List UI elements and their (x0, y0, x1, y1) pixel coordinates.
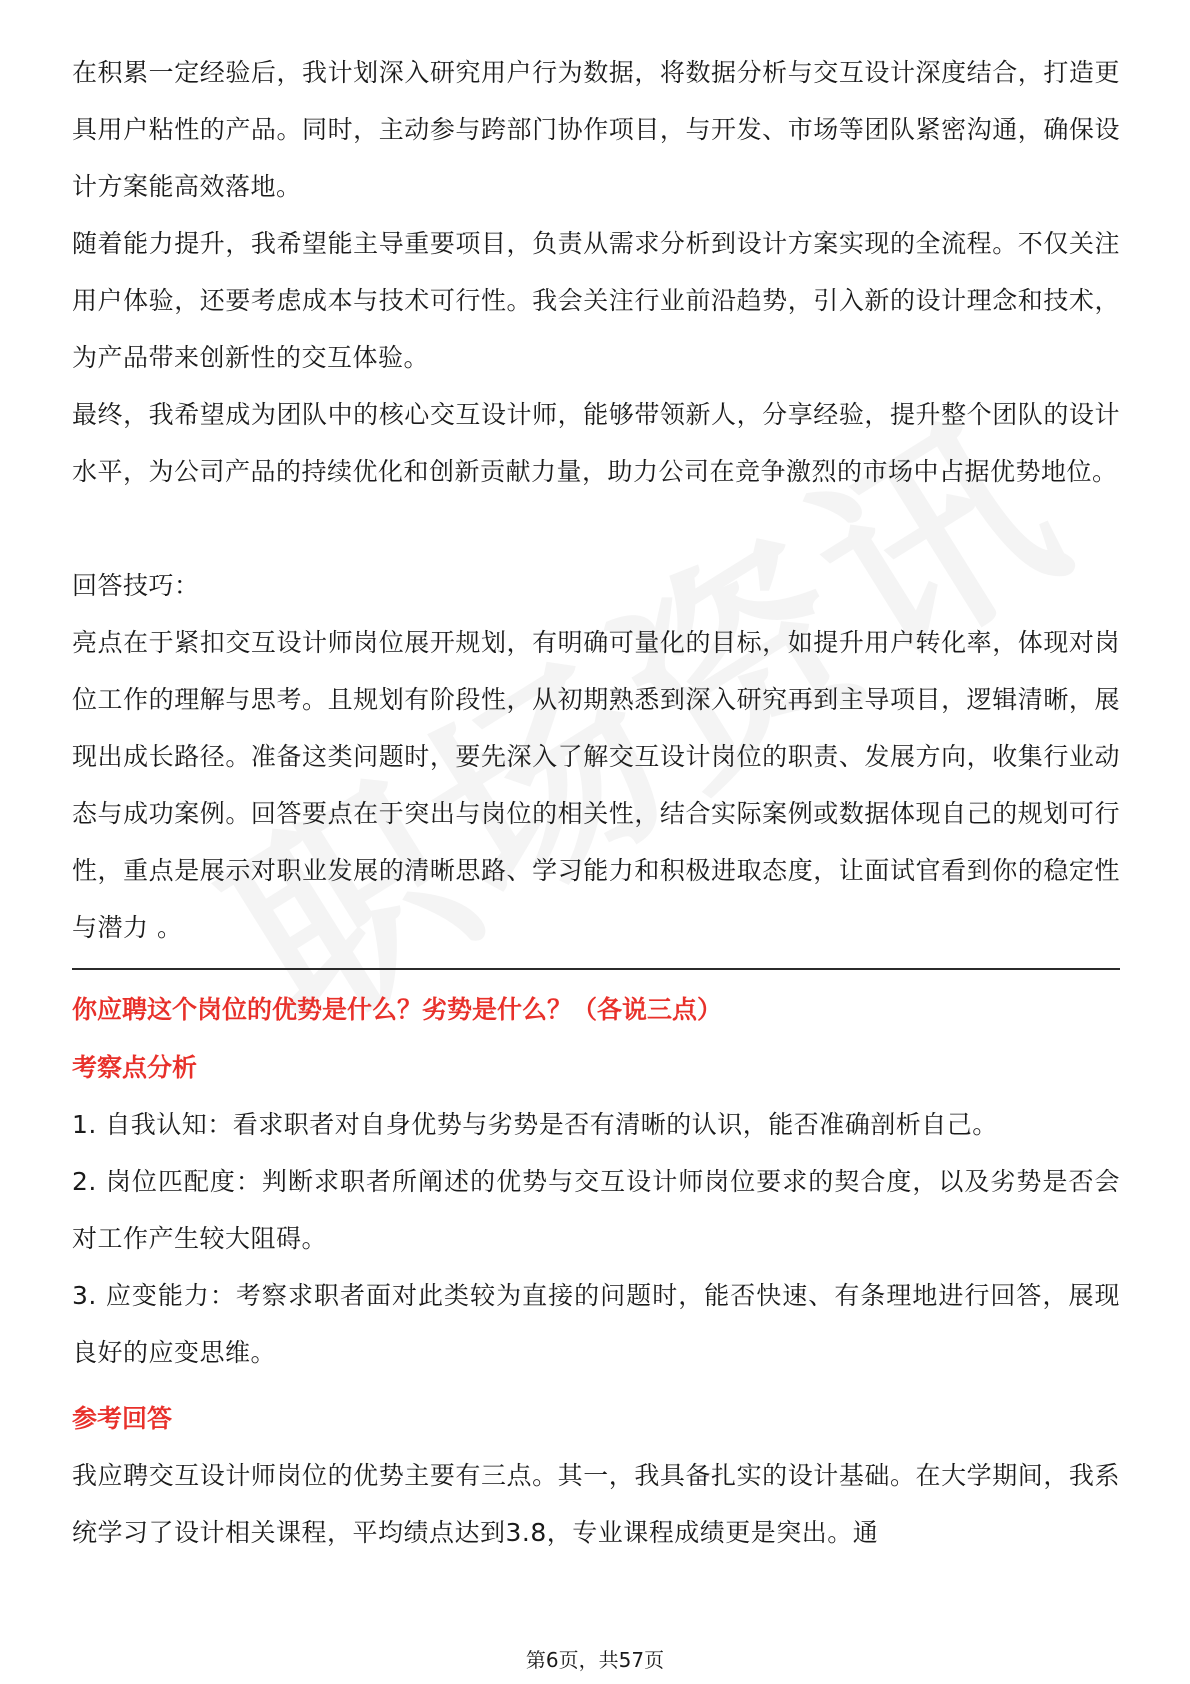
page-number: 第6页，共57页 (525, 1648, 665, 1672)
section-divider (72, 968, 1120, 970)
spacer (72, 500, 1120, 557)
tips-label: 回答技巧： (72, 571, 200, 600)
reference-heading: 参考回答 (72, 1404, 173, 1433)
analysis-heading: 考察点分析 (72, 1053, 198, 1082)
paragraph-plan-stage-3: 随着能力提升，我希望能主导重要项目，负责从需求分析到设计方案实现的全流程。不仅关注用户体验，还要考虑成本与技术可行性。我会关注行业前沿趋势，引入新的设计理念和技术，为产品带来创新性的交互体验。 (72, 229, 1120, 372)
page-content (72, 44, 1120, 1561)
tips-text: 亮点在于紧扣交互设计师岗位展开规划，有明确可量化的目标，如提升用户转化率，体现对岗位工作的理解与思考。且规划有阶段性，从初期熟悉到深入研究再到主导项目，逻辑清晰，展现出成长路径。准备这类问题时，要先深入了解交互设计岗位的职责、发展方向，收集行业动态与成功案例。回答要点在于突出与岗位的相关性，结合实际案例或数据体现自己的规划可行性，重点是展示对职业发展的清晰思路、学习能力和积极进取态度，让面试官看到你的稳定性与潜力 。 (72, 628, 1120, 942)
paragraph-plan-stage-4: 最终，我希望成为团队中的核心交互设计师，能够带领新人，分享经验，提升整个团队的设计水平，为公司产品的持续优化和创新贡献力量，助力公司在竞争激烈的市场中占据优势地位。 (72, 400, 1120, 486)
analysis-item: 2. 岗位匹配度：判断求职者所阐述的优势与交互设计师岗位要求的契合度，以及劣势是否会对工作产生较大阻碍。 (72, 1167, 1120, 1253)
paragraph-plan-stage-2: 在积累一定经验后，我计划深入研究用户行为数据，将数据分析与交互设计深度结合，打造更具用户粘性的产品。同时，主动参与跨部门协作项目，与开发、市场等团队紧密沟通，确保设计方案能高效落地。 (72, 58, 1120, 201)
analysis-item: 3. 应变能力：考察求职者面对此类较为直接的问题时，能否快速、有条理地进行回答，展现良好的应变思维。 (72, 1281, 1120, 1367)
analysis-item: 1. 自我认知：看求职者对自身优势与劣势是否有清晰的认识，能否准确剖析自己。 (72, 1110, 998, 1139)
question-title: 你应聘这个岗位的优势是什么？劣势是什么？（各说三点） (72, 995, 723, 1024)
reference-text: 我应聘交互设计师岗位的优势主要有三点。其一，我具备扎实的设计基础。在大学期间，我系统学习了设计相关课程，平均绩点达到3.8，专业课程成绩更是突出。通 (72, 1461, 1120, 1547)
